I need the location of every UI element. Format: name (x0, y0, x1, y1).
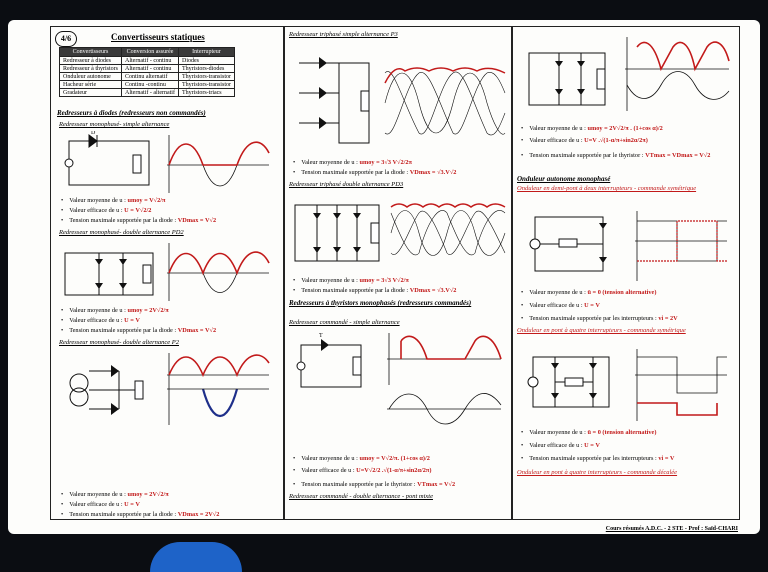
section-heading: Redresseurs à thyristors monophasés (redresseurs commandés) (289, 299, 472, 307)
subsection-title: Redresseur commandé - simple alternance (289, 319, 400, 326)
page-title: Convertisseurs statiques (111, 32, 205, 42)
formula-line: • Valeur moyenne de u : umoy = 2V√2/π (61, 491, 169, 498)
table-cell: Gradateur (60, 89, 122, 97)
subsection-title: Redresseur monophasé- double alternance PD2 (59, 229, 184, 236)
table-row (60, 73, 235, 81)
waveform-graph (163, 131, 273, 195)
column-1 (50, 26, 284, 520)
formula-line: • Tension maximale supportée par le thyristor : VTmax = VDmax = V√2 (521, 151, 731, 160)
section-heading: Onduleur autonome monophasé (517, 175, 611, 183)
table-cell: Thyristors-triacs (178, 89, 234, 97)
formula-line: • Valeur efficace de u : U = V (61, 501, 140, 508)
table-cell: Redresseur à thyristors (60, 65, 122, 73)
circuit-diagram (59, 239, 159, 305)
formula-line: • Tension maximale supportée par la diode : VDmax = √3.V√2 (293, 169, 456, 176)
column-3 (512, 26, 740, 520)
waveform-graph (383, 43, 507, 153)
subsection-title: Redresseur triphasé simple alternance P3 (289, 31, 398, 38)
circuit-diagram (519, 33, 615, 115)
table-cell: Alternatif - continu (122, 57, 179, 65)
table-cell: Alternatif - continu (122, 65, 179, 73)
waveform-graph (163, 349, 273, 429)
circuit-diagram (289, 195, 385, 271)
circuit-diagram (519, 347, 619, 417)
waveform-graph (621, 33, 733, 115)
circuit-diagram (289, 43, 377, 153)
table-row (60, 81, 235, 89)
table-cell: Hacheur série (60, 81, 122, 89)
document-sheet (8, 20, 760, 534)
table-cell: Redresseur à diodes (60, 57, 122, 65)
subsection-title: Redresseur commandé - double alternance - pont mixte (289, 493, 433, 500)
footer-credit: Cours résumés A.D.C. - 2 STE - Prof : Saïd-CHARI (605, 526, 738, 532)
circuit-diagram (291, 333, 373, 397)
table-cell: Diodes (178, 57, 234, 65)
subsection-title: Onduleur en demi-pont à deux interrupteurs - commande symétrique (517, 185, 697, 192)
waveform-graph (383, 329, 505, 439)
table-cell: Continu alternatif (122, 73, 179, 81)
waveform-graph (631, 207, 731, 287)
circuit-diagram (59, 131, 159, 195)
subsection-title: Redresseur monophasé- double alternance P2 (59, 339, 179, 346)
formula-line: • Valeur moyenne de u : umoy = 2V√2/π (61, 307, 169, 314)
svg-text:T: T (319, 333, 323, 339)
table-row (60, 57, 235, 65)
column-2 (284, 26, 512, 520)
formula-line: • Tension maximale supportée par la diode : VDmax = V√2 (61, 327, 216, 334)
formula-line: • Tension maximale supportée par la diode : VDmax = √3.V√2 (293, 287, 456, 294)
formula-line: • Valeur moyenne de u : umoy = 2V√2/π . (1+cos α)/2 (521, 125, 663, 132)
formula-line: • Valeur moyenne de u : umoy = 3√3 V√2/2π (293, 159, 412, 166)
table-header-row (60, 48, 235, 57)
formula-line: • Valeur efficace de u : U = V (61, 317, 140, 324)
section-heading: Redresseurs à diodes (redresseurs non commandés) (57, 109, 206, 117)
formula-line: • Valeur efficace de u : U = V (521, 302, 600, 309)
circuit-diagram (519, 207, 615, 281)
table-row (60, 65, 235, 73)
formula-line: • Valeur moyenne de u : umoy = 3√3 V√2/π (293, 277, 409, 284)
formula-line: • Valeur efficace de u : U = V√2/2 (61, 207, 151, 214)
formula-line: • Tension maximale supportée par la diode : VDmax = V√2 (61, 217, 216, 224)
formula-line: • Valeur efficace de u : U = V (521, 442, 600, 449)
subsection-title: Redresseur triphasé double alternance PD3 (289, 181, 404, 188)
table-cell: Thyristors-transistor (178, 81, 234, 89)
waveform-graph (631, 345, 731, 425)
table-header: Convertisseurs (60, 48, 122, 57)
waveform-graph (163, 239, 273, 305)
table-cell: Continu -continu (122, 81, 179, 89)
formula-line: • Tension maximale supportée par la diode : VDmax = 2V√2 (61, 511, 219, 518)
formula-line: • Valeur efficace de u : U=V√2/2 .√(1-α/π+sin2α/2π) (293, 467, 431, 474)
converters-table (59, 47, 235, 97)
formula-line: • Valeur moyenne de u : umoy = V√2/π. (1+cos α)/2 (293, 455, 430, 462)
formula-line: • Valeur moyenne de u : ū = 0 (tension alternative) (521, 289, 656, 296)
table-cell: Thyristors-diodes (178, 65, 234, 73)
formula-line: • Tension maximale supportée par les interrupteurs : vi = V (521, 455, 674, 462)
circuit-diagram (59, 351, 159, 429)
subsection-title: Onduleur en pont à quatre interrupteurs - commande décalée (517, 469, 678, 476)
table-cell: Alternatif - alternatif (122, 89, 179, 97)
subsection-title: Redresseur monophasé- simple alternance (59, 121, 170, 128)
table-row (60, 89, 235, 97)
table-header: Conversion assurée (122, 48, 179, 57)
svg-text:D: D (91, 131, 96, 136)
formula-line: • Valeur efficace de u : U=V .√(1-α/π+sin2α/2π) (521, 137, 648, 144)
formula-line: • Valeur moyenne de u : ū = 0 (tension alternative) (521, 429, 656, 436)
table-cell: Onduleur autonome (60, 73, 122, 81)
table-cell: Thyristors-transistor (178, 73, 234, 81)
table-header: Interrupteur (178, 48, 234, 57)
subsection-title: Onduleur en pont à quatre interrupteurs - commande symétrique (517, 327, 686, 334)
formula-line: • Tension maximale supportée par les interrupteurs : vi = 2V (521, 315, 678, 322)
page-tag: 4/6 (55, 31, 77, 47)
formula-line: • Tension maximale supportée par le thyristor : VTmax = V√2 (293, 481, 455, 488)
formula-line: • Valeur moyenne de u : umoy = V√2/π (61, 197, 165, 204)
blue-overlay-shape (150, 542, 242, 572)
waveform-graph (389, 193, 507, 273)
